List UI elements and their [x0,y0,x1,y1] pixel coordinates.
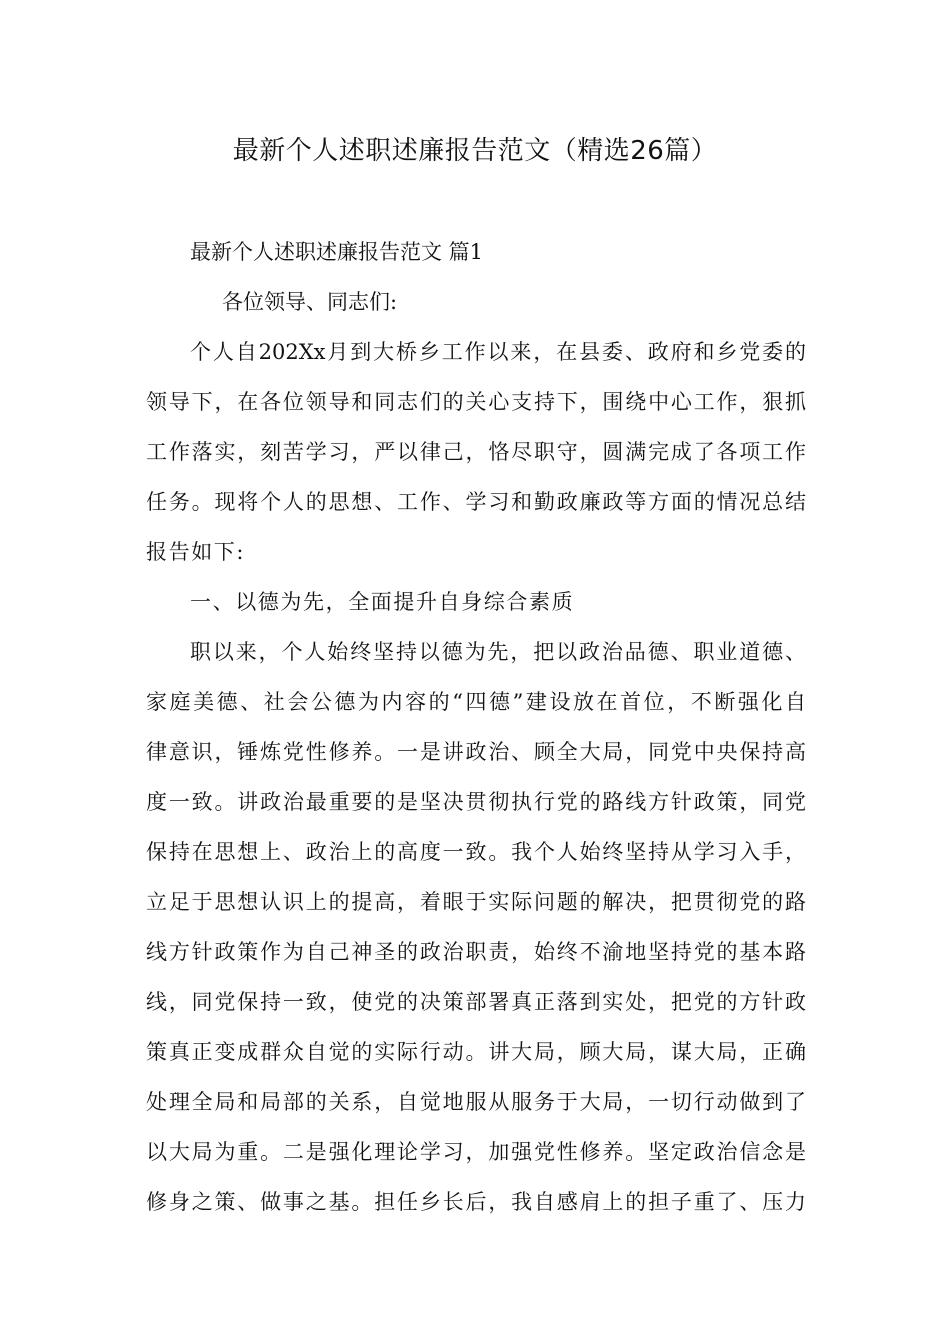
paragraph-line: 职以来，个人始终坚持以德为先，把以政治品德、职业道德、 [190,640,806,664]
paragraph-line: 领导下，在各位领导和同志们的关心支持下，围绕中心工作，狠抓 [146,390,806,414]
document-title: 最新个人述职述廉报告范文（精选26篇） [232,136,718,166]
paragraph-line: 报告如下: [146,540,246,564]
paragraph-line: 家庭美德、社会公德为内容的“四德”建设放在首位，不断强化自 [146,690,806,714]
paragraph-line: 立足于思想认识上的提高，着眼于实际问题的解决，把贯彻党的路 [146,890,806,914]
greeting-line: 各位领导、同志们: [222,290,398,314]
paragraph-line: 修身之策、做事之基。担任乡长后，我自感肩上的担子重了、压力 [146,1190,806,1214]
paragraph-line: 处理全局和局部的关系，自觉地服从服务于大局，一切行动做到了 [146,1090,806,1114]
paragraph-line: 工作落实，刻苦学习，严以律己，恪尽职守，圆满完成了各项工作 [146,440,806,464]
paragraph-line: 度一致。讲政治最重要的是坚决贯彻执行党的路线方针政策，同党 [146,790,806,814]
paragraph-line: 线方针政策作为自己神圣的政治职责，始终不渝地坚持党的基本路 [146,940,806,964]
paragraph-line: 保持在思想上、政治上的高度一致。我个人始终坚持从学习入手， [146,840,806,864]
section-heading: 一、以德为先，全面提升自身综合素质 [190,590,575,614]
paragraph-line: 律意识，锤炼党性修养。一是讲政治、顾全大局，同党中央保持高 [146,740,806,764]
paragraph-line: 以大局为重。二是强化理论学习，加强党性修养。坚定政治信念是 [146,1140,806,1164]
paragraph-line: 任务。现将个人的思想、工作、学习和勤政廉政等方面的情况总结 [146,490,806,514]
section-subheading: 最新个人述职述廉报告范文 篇1 [190,240,484,264]
paragraph-line: 个人自202Xx月到大桥乡工作以来，在县委、政府和乡党委的 [190,340,806,364]
paragraph-line: 线，同党保持一致，使党的决策部署真正落到实处，把党的方针政 [146,990,806,1014]
paragraph-line: 策真正变成群众自觉的实际行动。讲大局，顾大局，谋大局，正确 [146,1040,806,1064]
